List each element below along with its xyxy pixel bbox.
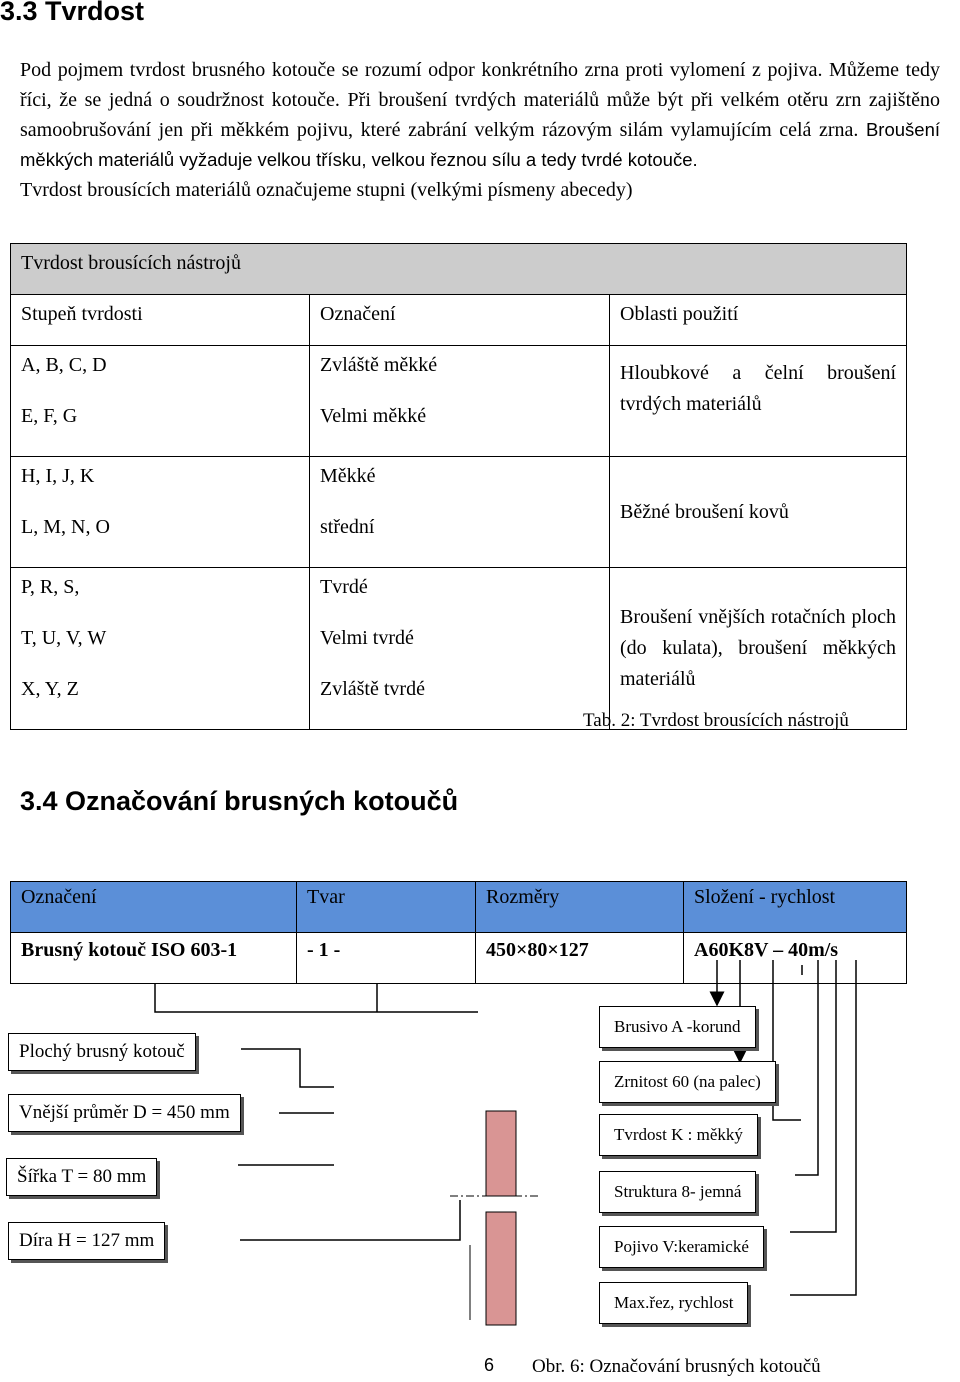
arrow-hardness-line <box>773 960 801 1120</box>
marking-value: - 1 - <box>297 933 476 984</box>
grade-text: A, B, C, D <box>21 354 107 376</box>
box-diameter: Vnější průměr D = 450 mm <box>8 1094 241 1132</box>
para-sentence-3: Při broušení tvrdých materiálů může být při velkém otěru zrn zajištěno samoobrušování jen při měkkém pojivu, které zabrání velkým rázovým silám vylamujícím celá zrna. <box>20 89 941 141</box>
marking-value: 450×80×127 <box>476 933 684 984</box>
label-text: Velmi tvrdé <box>320 627 414 649</box>
section-heading-marking: 3.4 Označování brusných kotoučů <box>20 786 459 816</box>
wheel-section-top <box>486 1111 516 1196</box>
hardness-table-title: Tvrdost brousících nástrojů <box>11 244 907 295</box>
box-grain: Zrnitost 60 (na palec) <box>599 1061 776 1103</box>
marking-value: Brusný kotouč ISO 603-1 <box>11 933 297 984</box>
box-speed: Max.řez, rychlost <box>599 1282 748 1324</box>
box-bond: Pojivo V:keramické <box>599 1226 764 1268</box>
usage-cell: Hloubkové a čelní broušení tvrdých materiálů <box>610 346 907 457</box>
para-sentence-4: Broušení měkkých materiálů vyžaduje velkou třísku, velkou řeznou sílu a tedy tvrdé kotouče. <box>20 119 941 170</box>
page-number: 6 <box>484 1355 495 1375</box>
box-shape: Plochý brusný kotouč <box>8 1033 196 1071</box>
para-sentence-1: Pod pojmem tvrdost brusného kotouče se rozumí odpor konkrétního zrna proti vylomení z pojiva. <box>20 59 823 81</box>
label-text: Tvrdé <box>320 576 368 598</box>
label-text: Zvláště měkké <box>320 354 438 376</box>
grade-text: E, F, G <box>21 405 78 427</box>
header-label: Označení <box>310 295 610 346</box>
label-text: Měkké <box>320 465 376 487</box>
marking-header: Označení <box>11 882 297 933</box>
marking-header: Rozměry <box>476 882 684 933</box>
usage-cell: Běžné broušení kovů <box>610 457 907 568</box>
grade-text: L, M, N, O <box>21 516 110 538</box>
arrow-bond-line <box>790 960 836 1232</box>
grade-text: H, I, J, K <box>21 465 95 487</box>
section-heading-hardness: 3.3 Tvrdost <box>0 0 145 26</box>
marking-header: Tvar <box>297 882 476 933</box>
connector-hole <box>240 1200 460 1240</box>
usage-cell: Broušení vnějších rotačních ploch (do kulata), broušení měkkých materiálů <box>610 568 907 730</box>
marking-value: A60K8V – 40m/s <box>684 933 907 984</box>
grade-text: T, U, V, W <box>21 627 107 649</box>
para-sentence-5: Tvrdost brousících materiálů označujeme stupni (velkými písmeny abecedy) <box>20 179 633 201</box>
box-hardness: Tvrdost K : měkký <box>599 1114 758 1156</box>
marking-header: Složení - rychlost <box>684 882 907 933</box>
label-text: Zvláště tvrdé <box>320 678 425 700</box>
label-text: střední <box>320 516 375 538</box>
box-structure: Struktura 8- jemná <box>599 1171 756 1213</box>
connector-plain <box>241 1049 334 1087</box>
header-usage: Oblasti použití <box>610 295 907 346</box>
arrow-speed-line <box>790 960 856 1295</box>
para-sentence-2: Můžeme tedy říci, že se jedná o soudržnost kotouče. <box>20 59 941 111</box>
box-width: Šířka T = 80 mm <box>6 1158 157 1196</box>
connector-shape-line <box>155 983 478 1012</box>
wheel-section-bottom <box>486 1212 516 1325</box>
box-abrasive: Brusivo A -korund <box>599 1006 756 1048</box>
header-grade: Stupeň tvrdosti <box>11 295 310 346</box>
grade-text: P, R, S, <box>21 576 80 598</box>
grade-text: X, Y, Z <box>21 678 79 700</box>
label-text: Velmi měkké <box>320 405 427 427</box>
figure-caption: Obr. 6: Označování brusných kotoučů <box>532 1356 821 1377</box>
box-hole: Díra H = 127 mm <box>8 1222 165 1260</box>
arrow-structure-line <box>795 960 818 1175</box>
table-caption: Tab. 2: Tvrdost brousících nástrojů <box>583 710 849 731</box>
